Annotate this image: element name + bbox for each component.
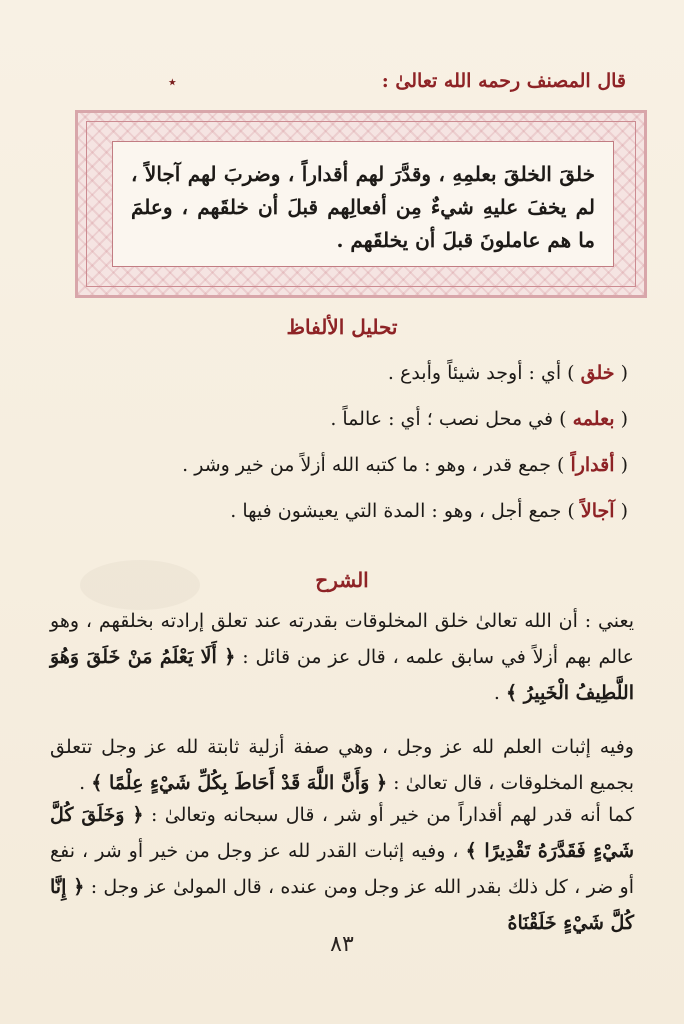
open-paren: ( <box>620 500 628 522</box>
term-definition: أي : أوجد شيئاً وأبدع . <box>387 362 562 384</box>
page-number: ٨٣ <box>330 932 354 957</box>
term-line-2 <box>68 396 628 442</box>
paragraph-text: يعني : أن الله تعالىٰ خلق المخلوقات بقدرته عند تعلق إرادته بخلقهم ، وهو عالم بهم أزلاً في سابق علمه ، قال عز من قائل : <box>50 610 635 668</box>
term-word: أقداراً <box>570 454 615 476</box>
paragraph-text: وفيه إثبات العلم لله عز وجل ، وهي صفة أزلية ثابتة لله عز وجل تتعلق بجميع المخلوقات ، قال تعالىٰ : <box>50 736 634 794</box>
paragraph-text: ، وفيه إثبات القدر لله عز وجل من خير أو شر ، نفع أو ضر ، كل ذلك بقدر الله عز وجل ومن عنده ، قال المولىٰ عز وجل : <box>50 840 634 898</box>
term-definition: في محل نصب ؛ أي : عالماً . <box>330 408 554 430</box>
term-line-1 <box>68 350 628 396</box>
quran-quote: ﴿ وَأَنَّ اللَّهَ قَدْ أَحَاطَ بِكُلِّ شَيْءٍ عِلْمًا ﴾ <box>91 772 388 794</box>
paragraph-text: . <box>493 682 506 704</box>
term-word: خلق <box>580 362 615 384</box>
quoted-text: خلقَ الخلقَ بعلمِهِ ، وقدَّرَ لهم أقداراً ، وضربَ لهم آجالاً ، لم يخفَ عليهِ شيءٌ مِن أفعالِهم قبلَ أن خلقَهم ، وعلمَ ما هم عاملونَ قبلَ أن يخلقَهم . <box>131 162 595 252</box>
quran-quote: ﴿ إِنَّا كُلَّ شَيْءٍ خَلَقْنَاهُ <box>50 876 634 934</box>
quoted-text-box <box>112 141 614 267</box>
analysis-title: تحليل الألفاظ <box>286 315 398 339</box>
term-definition: جمع أجل ، وهو : المدة التي يعيشون فيها . <box>230 500 562 522</box>
explanation-paragraph-2 <box>50 729 634 801</box>
ornamental-frame <box>75 110 647 298</box>
open-paren: ( <box>620 408 628 430</box>
term-line-3 <box>68 442 628 488</box>
quran-quote: ﴿ أَلَا يَعْلَمُ مَنْ خَلَقَ وَهُوَ اللَّطِيفُ الْخَبِيرُ ﴾ <box>50 646 634 704</box>
open-paren: ( <box>620 454 628 476</box>
explanation-title: الشرح <box>315 568 369 592</box>
close-paren: ) <box>559 408 567 430</box>
explanation-paragraph-3 <box>50 797 634 941</box>
header-mark: ٭ <box>168 72 177 91</box>
close-paren: ) <box>556 454 565 476</box>
open-paren: ( <box>620 362 628 384</box>
quran-quote: ﴿ وَخَلَقَ كُلَّ شَيْءٍ فَقَدَّرَهُ تَقْدِيرًا ﴾ <box>50 804 634 862</box>
term-word: آجالاً <box>580 500 615 522</box>
term-word: بعلمه <box>572 408 615 430</box>
term-line-4 <box>68 488 628 534</box>
explanation-paragraph-1 <box>50 603 634 711</box>
close-paren: ) <box>567 362 575 384</box>
term-definition: جمع قدر ، وهو : ما كتبه الله أزلاً من خير وشر . <box>182 454 551 476</box>
paragraph-text: كما أنه قدر لهم أقداراً من خير أو شر ، قال سبحانه وتعالىٰ : <box>143 804 634 826</box>
terms-list <box>68 350 628 534</box>
page-heading: قال المصنف رحمه الله تعالىٰ : <box>381 70 626 92</box>
paragraph-text: . <box>79 772 92 794</box>
close-paren: ) <box>567 500 575 522</box>
